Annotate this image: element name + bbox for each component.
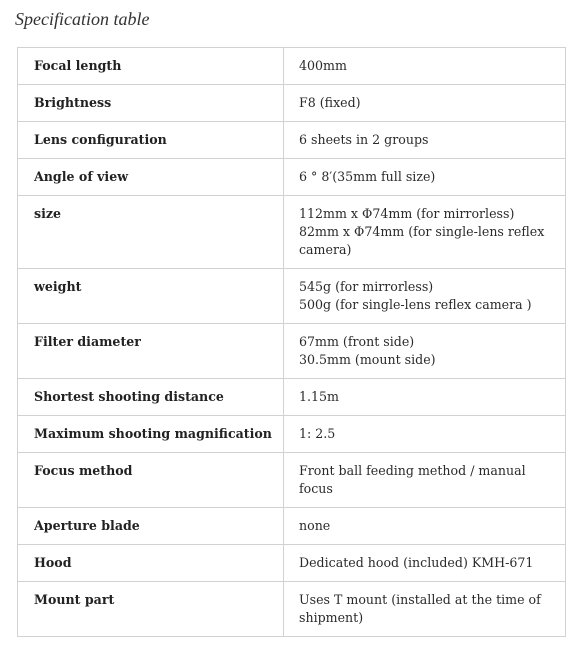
spec-value: [284, 122, 566, 159]
spec-value-line: 6 sheets in 2 groups: [299, 132, 429, 147]
spec-value-line: Uses T mount (installed at the time of shipment): [299, 592, 541, 625]
table-row: [18, 196, 566, 269]
spec-label: Shortest shooting distance: [18, 379, 284, 416]
spec-label: Focus method: [18, 453, 284, 508]
spec-value-line: 6 ° 8′(35mm full size): [299, 169, 436, 184]
spec-value: [284, 48, 566, 85]
table-row: [18, 122, 566, 159]
spec-value-line: none: [299, 518, 331, 533]
spec-value-line: 30.5mm (mount side): [299, 352, 436, 367]
table-row: [18, 85, 566, 122]
spec-label: size: [18, 196, 284, 269]
spec-value-line: 545g (for mirrorless): [299, 279, 434, 294]
spec-label: Filter diameter: [18, 324, 284, 379]
spec-label: weight: [18, 269, 284, 324]
spec-value: [284, 269, 566, 324]
table-row: [18, 582, 566, 637]
spec-value-line: 112mm x Φ74mm (for mirrorless): [299, 206, 515, 221]
spec-value: [284, 85, 566, 122]
spec-value-line: Front ball feeding method / manual focus: [299, 463, 526, 496]
specification-table-body: [18, 48, 566, 637]
spec-value-line: 1: 2.5: [299, 426, 336, 441]
spec-value-line: 500g (for single-lens reflex camera ): [299, 297, 532, 312]
spec-value: [284, 582, 566, 637]
spec-label: Angle of view: [18, 159, 284, 196]
spec-value-line: 82mm x Φ74mm (for single-lens reflex camera): [299, 224, 545, 257]
spec-value-line: 1.15m: [299, 389, 339, 404]
page-title: Specification table: [15, 9, 150, 29]
spec-label: Brightness: [18, 85, 284, 122]
spec-value-line: 400mm: [299, 58, 347, 73]
spec-value: [284, 545, 566, 582]
spec-label: Hood: [18, 545, 284, 582]
spec-value-line: 67mm (front side): [299, 334, 415, 349]
table-row: [18, 159, 566, 196]
spec-value: [284, 416, 566, 453]
table-row: [18, 545, 566, 582]
spec-value: [284, 379, 566, 416]
specification-table: [17, 47, 566, 637]
spec-value: [284, 324, 566, 379]
spec-label: Maximum shooting magnification: [18, 416, 284, 453]
spec-value: [284, 453, 566, 508]
table-row: [18, 324, 566, 379]
spec-value: [284, 159, 566, 196]
spec-label: Mount part: [18, 582, 284, 637]
spec-label: Lens configuration: [18, 122, 284, 159]
table-row: [18, 453, 566, 508]
spec-label: Aperture blade: [18, 508, 284, 545]
table-row: [18, 416, 566, 453]
spec-value-line: Dedicated hood (included) KMH-671: [299, 555, 534, 570]
spec-label: Focal length: [18, 48, 284, 85]
table-row: [18, 48, 566, 85]
spec-value: [284, 196, 566, 269]
table-row: [18, 269, 566, 324]
spec-value-line: F8 (fixed): [299, 95, 361, 110]
table-row: [18, 379, 566, 416]
table-row: [18, 508, 566, 545]
spec-value: [284, 508, 566, 545]
